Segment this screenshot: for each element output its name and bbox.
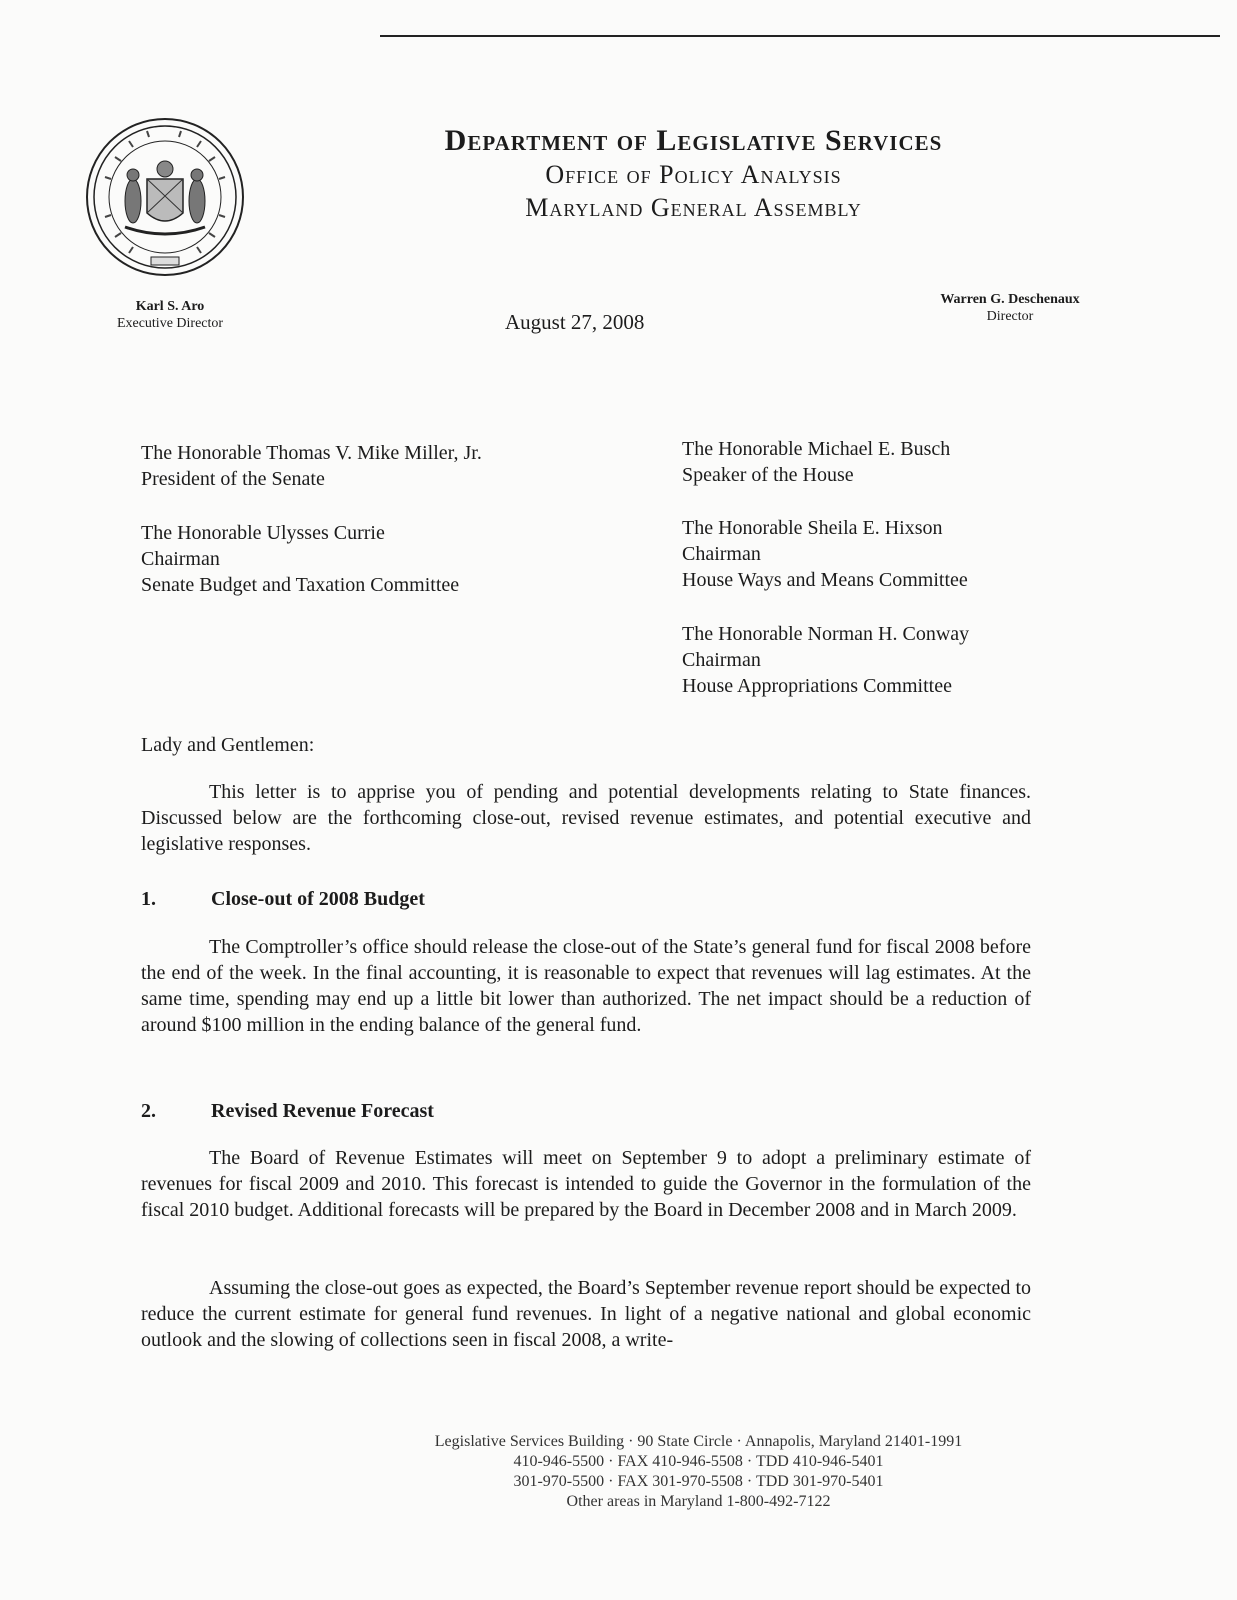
addressee-line: Chairman [682, 649, 761, 671]
department-title: Department of Legislative Services [444, 124, 943, 157]
addressee-busch [682, 436, 1062, 488]
addressee-currie [141, 520, 591, 598]
section-2-body-2: Assuming the close-out goes as expected, the Board’s September revenue report should be expected to reduce the current estimate for general fund revenues. In light of a negative national and global economic outlook and the slowing of collections seen in fiscal 2008, a write- [141, 1277, 1031, 1351]
section-2-heading [141, 1100, 434, 1123]
footer-line: Legislative Services Building · 90 State Circle · Annapolis, Maryland 21401-1991 [434, 1433, 963, 1450]
addressee-line: House Appropriations Committee [682, 675, 952, 697]
assembly-title: Maryland General Assembly [525, 193, 862, 222]
letter-date: August 27, 2008 [505, 310, 645, 334]
section-number: 2. [141, 1100, 156, 1122]
director-name: Warren G. Deschenaux [940, 292, 1080, 307]
addressee-line: The Honorable Michael E. Busch [682, 438, 951, 460]
addressee-hixson [682, 515, 1062, 593]
addressee-line: The Honorable Thomas V. Mike Miller, Jr. [141, 442, 482, 464]
executive-director-block [95, 298, 245, 332]
addressee-miller [141, 440, 591, 492]
addressee-line: Senate Budget and Taxation Committee [141, 574, 460, 596]
addressee-line: House Ways and Means Committee [682, 569, 968, 591]
intro-paragraph: This letter is to apprise you of pending and potential developments relating to State finances. Discussed below are the forthcoming close-out, revised revenue estimates, and potential executive and legislative responses. [141, 781, 1031, 855]
director-title: Director [986, 309, 1034, 324]
director-block [920, 291, 1100, 325]
addressee-line: Speaker of the House [682, 464, 854, 486]
section-2-body-1: The Board of Revenue Estimates will meet on September 9 to adopt a preliminary estimate of revenues for fiscal 2009 and 2010. This forecast is intended to guide the Governor in the formulation of the fiscal 2010 budget. Additional forecasts will be prepared by the Board in December 2008 and in March 2009. [141, 1147, 1031, 1221]
executive-title: Executive Director [116, 316, 224, 331]
top-rule [380, 35, 1220, 37]
section-title: Close-out of 2008 Budget [211, 888, 425, 910]
office-title: Office of Policy Analysis [545, 160, 842, 189]
section-number: 1. [141, 888, 156, 910]
footer-line: 410-946-5500 · FAX 410-946-5508 · TDD 410-946-5401 [513, 1453, 884, 1470]
footer-line: Other areas in Maryland 1-800-492-7122 [566, 1493, 831, 1510]
section-1-body: The Comptroller’s office should release the close-out of the State’s general fund for fiscal 2008 before the end of the week. In the final accounting, it is reasonable to expect that revenues will lag estimates. At the same time, spending may end up a little bit lower than authorized. The net impact should be a reduction of around $100 million in the ending balance of the general fund. [141, 936, 1031, 1036]
footer-address [0, 1432, 1237, 1512]
footer-line: 301-970-5500 · FAX 301-970-5508 · TDD 301-970-5401 [513, 1473, 884, 1490]
section-1-heading [141, 888, 425, 911]
section-title: Revised Revenue Forecast [211, 1100, 434, 1122]
addressee-line: The Honorable Ulysses Currie [141, 522, 385, 544]
addressee-line: President of the Senate [141, 468, 325, 490]
executive-name: Karl S. Aro [135, 299, 205, 314]
addressee-line: The Honorable Norman H. Conway [682, 623, 970, 645]
addressee-line: Chairman [141, 548, 220, 570]
addressee-conway [682, 621, 1062, 699]
addressee-line: Chairman [682, 543, 761, 565]
salutation: Lady and Gentlemen: [141, 734, 315, 756]
addressee-line: The Honorable Sheila E. Hixson [682, 517, 943, 539]
